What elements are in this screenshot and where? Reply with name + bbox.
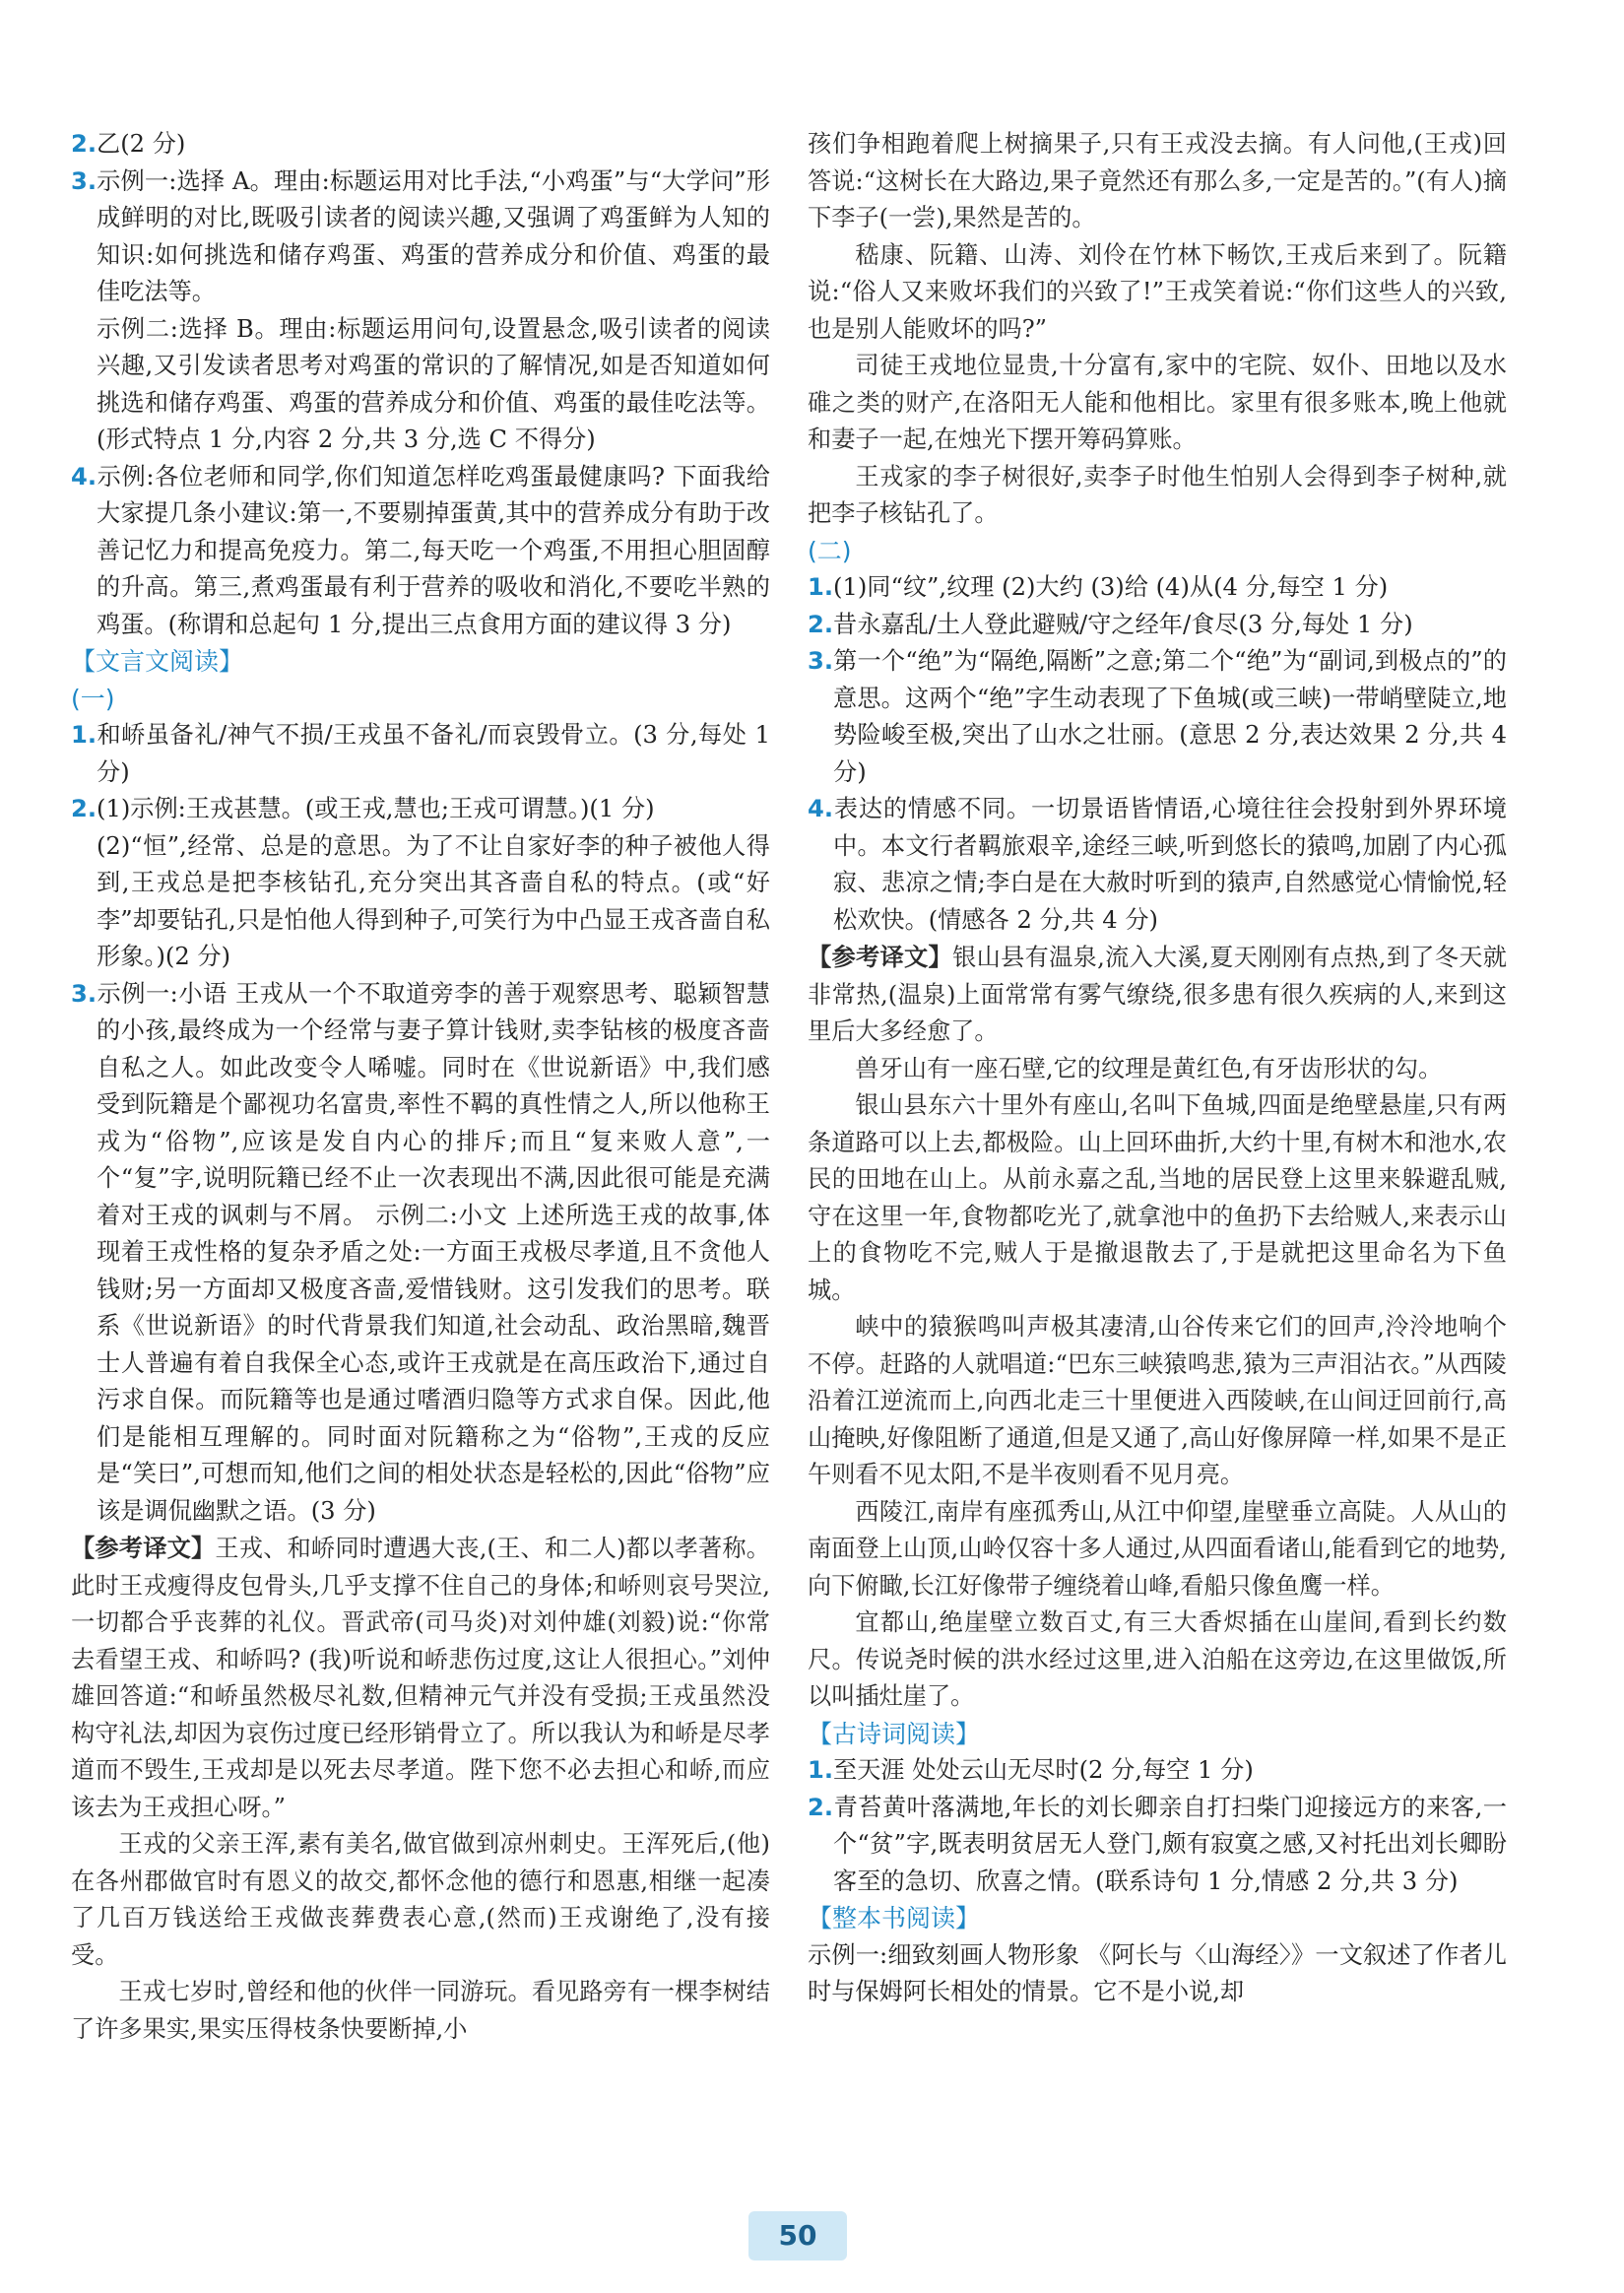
section-heading-poetry: 【古诗词阅读】 [808, 1719, 981, 1748]
section-heading-classical-chinese: 【文言文阅读】 [71, 647, 244, 676]
translation-paragraph: 银山县东六十里外有座山,名叫下鱼城,四面是绝壁悬崖,只有两条道路可以上去,都极险。山上回环曲折,大约十里,有树木和池水,农民的田地在山上。从前永嘉之乱,当地的居民登上这里来躲避乱贼,守在这里一年,食物都吃光了,就拿池中的鱼扔下去给贼人,来表示山上的食物吃不完,贼人于是撤退散去了,于是就把这里命名为下鱼城。 [808, 1091, 1507, 1304]
page-number: 50 [748, 2211, 847, 2260]
answer-item-3c: 3.第一个“绝”为“隔绝,隔断”之意;第二个“绝”为“副词,到极点的”的意思。这两个“绝”字生动表现了下鱼城(或三峡)一带峭壁陡立,地势险峻至极,突出了山水之壮丽。(意思 2 分,表达效果 2 分,共 4 分) [808, 647, 1507, 786]
answer-item-2: 2.乙(2 分) [71, 130, 186, 158]
right-column [808, 126, 1507, 2011]
subsection-heading-1: (一) [71, 684, 115, 713]
left-column [71, 126, 770, 2048]
reference-translation: 【参考译文】银山县有温泉,流入大溪,夏天刚刚有点热,到了冬天就非常热,(温泉)上面常常有雾气缭绕,很多患有很久疾病的人,来到这里后大多经愈了。 [808, 943, 1507, 1045]
answer-item-3-example-2: 示例二:选择 B。理由:标题运用问句,设置悬念,吸引读者的阅读兴趣,又引发读者思考对鸡蛋的常识的了解情况,如是否知道如何挑选和储存鸡蛋、鸡蛋的营养成分和价值、鸡蛋的最佳吃法等。(形式特点 1 分,内容 2 分,共 3 分,选 C 不得分) [97, 314, 770, 453]
answer-item-2b: 2.(1)示例:王戎甚慧。(或王戎,慧也;王戎可谓慧。)(1 分) [71, 795, 655, 822]
answer-item-3b: 3.示例一:小语 王戎从一个不取道旁李的善于观察思考、聪颖智慧的小孩,最终成为一个经常与妻子算计钱财,卖李钻核的极度吝啬自私之人。如此改变令人唏嘘。同时在《世说新语》中,我们感受到阮籍是个鄙视功名富贵,率性不羁的真性情之人,所以他称王戎为“俗物”,应该是发自内心的排斥;而且“复来败人意”,一个“复”字,说明阮籍已经不止一次表现出不满,因此很可能是充满着对王戎的讽刺与不屑。 示例二:小文 上述所选王戎的故事,体现着王戎性格的复杂矛盾之处:一方面王戎极尽孝道,且不贪他人钱财;另一方面却又极度吝啬,爱惜钱财。这引发我们的思考。联系《世说新语》的时代背景我们知道,社会动乱、政治黑暗,魏晋士人普遍有着自我保全心态,或许王戎就是在高压政治下,通过自污求自保。而阮籍等也是通过嗜酒归隐等方式求自保。因此,他们是能相互理解的。同时面对阮籍称之为“俗物”,王戎的反应是“笑曰”,可想而知,他们之间的相处状态是轻松的,因此“俗物”应该是调侃幽默之语。(3 分) [71, 979, 770, 1525]
answer-item-3: 3.示例一:选择 A。理由:标题运用对比手法,“小鸡蛋”与“大学问”形成鲜明的对比,既吸引读者的阅读兴趣,又强调了鸡蛋鲜为人知的知识:如何挑选和储存鸡蛋、鸡蛋的营养成分和价值、鸡蛋的最佳吃法等。 [71, 166, 770, 305]
translation-paragraph: 兽牙山有一座石壁,它的纹理是黄红色,有牙齿形状的勾。 [855, 1054, 1443, 1082]
answer-item-poetry-1: 1.至天涯 处处云山无尽时(2 分,每空 1 分) [808, 1756, 1254, 1784]
answer-item-poetry-2: 2.青苔黄叶落满地,年长的刘长卿亲自打扫柴门迎接远方的来客,一个“贫”字,既表明贫居无人登门,颇有寂寞之感,又衬托出刘长卿盼客至的急切、欣喜之情。(联系诗句 1 分,情感 2 分,共 3 分) [808, 1793, 1507, 1895]
translation-paragraph: 王戎七岁时,曾经和他的伙伴一同游玩。看见路旁有一棵李树结了许多果实,果实压得枝条快要断掉,小 [71, 1978, 770, 2043]
whole-book-answer: 示例一:细致刻画人物形象 《阿长与〈山海经〉》一文叙述了作者儿时与保姆阿长相处的情景。它不是小说,却 [808, 1940, 1507, 2005]
translation-paragraph: 孩们争相跑着爬上树摘果子,只有王戎没去摘。有人问他,(王戎)回答说:“这树长在大路边,果子竟然还有那么多,一定是苦的。”(有人)摘下李子(一尝),果然是苦的。 [808, 130, 1507, 231]
answer-item-4: 4.示例:各位老师和同学,你们知道怎样吃鸡蛋最健康吗? 下面我给大家提几条小建议:第一,不要剔掉蛋黄,其中的营养成分有助于改善记忆力和提高免疫力。第二,每天吃一个鸡蛋,不用担心胆固醇的升高。第三,煮鸡蛋最有利于营养的吸收和消化,不要吃半熟的鸡蛋。(称谓和总起句 1 分,提出三点食用方面的建议得 3 分) [71, 462, 770, 638]
translation-paragraph: 嵇康、阮籍、山涛、刘伶在竹林下畅饮,王戎后来到了。阮籍说:“俗人又来败坏我们的兴致了!”王戎笑着说:“你们这些人的兴致,也是别人能败坏的吗?” [808, 240, 1507, 343]
translation-paragraph: 宜都山,绝崖壁立数百丈,有三大香烬插在山崖间,看到长约数尺。传说尧时候的洪水经过这里,进入泊船在这旁边,在这里做饭,所以叫插灶崖了。 [808, 1608, 1507, 1710]
translation-paragraph: 王戎的父亲王浑,素有美名,做官做到凉州刺史。王浑死后,(他)在各州郡做官时有恩义的故交,都怀念他的德行和恩惠,相继一起凑了几百万钱送给王戎做丧葬费表心意,(然而)王戎谢绝了,没有接受。 [71, 1830, 770, 1969]
subsection-heading-2: (二) [808, 536, 852, 565]
translation-paragraph: 王戎家的李子树很好,卖李子时他生怕别人会得到李子树种,就把李子核钻孔了。 [808, 462, 1507, 527]
translation-paragraph: 司徒王戎地位显贵,十分富有,家中的宅院、奴仆、田地以及水碓之类的财产,在洛阳无人能和他相比。家里有很多账本,晚上他就和妻子一起,在烛光下摆开筹码算账。 [808, 352, 1507, 453]
answer-item-2b-part2: (2)“恒”,经常、总是的意思。为了不让自家好李的种子被他人得到,王戎总是把李核钻孔,充分突出其吝啬自私的特点。(或“好李”却要钻孔,只是怕他人得到种子,可笑行为中凸显王戎吝啬自私形象。)(2 分) [97, 831, 770, 970]
reference-translation-tag: 【参考译文】 [71, 1534, 216, 1562]
answer-item-1: 1.和峤虽备礼/神气不损/王戎虽不备礼/而哀毁骨立。(3 分,每处 1 分) [71, 721, 770, 786]
translation-paragraph: 峡中的猿猴鸣叫声极其凄清,山谷传来它们的回声,泠泠地响个不停。赶路的人就唱道:“巴东三峡猿鸣悲,猿为三声泪沾衣。”从西陵沿着江逆流而上,向西北走三十里便进入西陵峡,在山间迂回前行,高山掩映,好像阻断了通道,但是又通了,高山好像屏障一样,如果不是正午则看不见太阳,不是半夜则看不见月亮。 [808, 1313, 1507, 1488]
reference-translation-tag: 【参考译文】 [808, 943, 953, 971]
section-heading-whole-book: 【整本书阅读】 [808, 1904, 981, 1933]
answer-item-2c: 2.昔永嘉乱/土人登此避贼/守之经年/食尽(3 分,每处 1 分) [808, 610, 1413, 638]
answer-item-4c: 4.表达的情感不同。一切景语皆情语,心境往往会投射到外界环境中。本文行者羁旅艰辛,途经三峡,听到悠长的猿鸣,加剧了内心孤寂、悲凉之情;李白是在大赦时听到的猿声,自然感觉心情愉悦,轻松欢快。(情感各 2 分,共 4 分) [808, 795, 1507, 934]
translation-paragraph: 西陵江,南岸有座孤秀山,从江中仰望,崖壁垂立高陡。人从山的南面登上山顶,山岭仅容十多人通过,从四面看诸山,能看到它的地势,向下俯瞰,长江好像带子缠绕着山峰,看船只像鱼鹰一样。 [808, 1497, 1507, 1600]
reference-translation: 【参考译文】王戎、和峤同时遭遇大丧,(王、和二人)都以孝著称。此时王戎瘦得皮包骨头,几乎支撑不住自己的身体;和峤则哀号哭泣,一切都合乎丧葬的礼仪。晋武帝(司马炎)对刘仲雄(刘毅)说:“你常去看望王戎、和峤吗? (我)听说和峤悲伤过度,这让人很担心。”刘仲雄回答道:“和峤虽然极尽礼数,但精神元气并没有受损;王戎虽然没构守礼法,却因为哀伤过度已经形销骨立了。所以我认为和峤是尽孝道而不毁生,王戎却是以死去尽孝道。陛下您不必去担心和峤,而应该去为王戎担心呀。” [71, 1534, 770, 1821]
answer-item-1c: 1.(1)同“纹”,纹理 (2)大约 (3)给 (4)从(4 分,每空 1 分) [808, 573, 1389, 601]
